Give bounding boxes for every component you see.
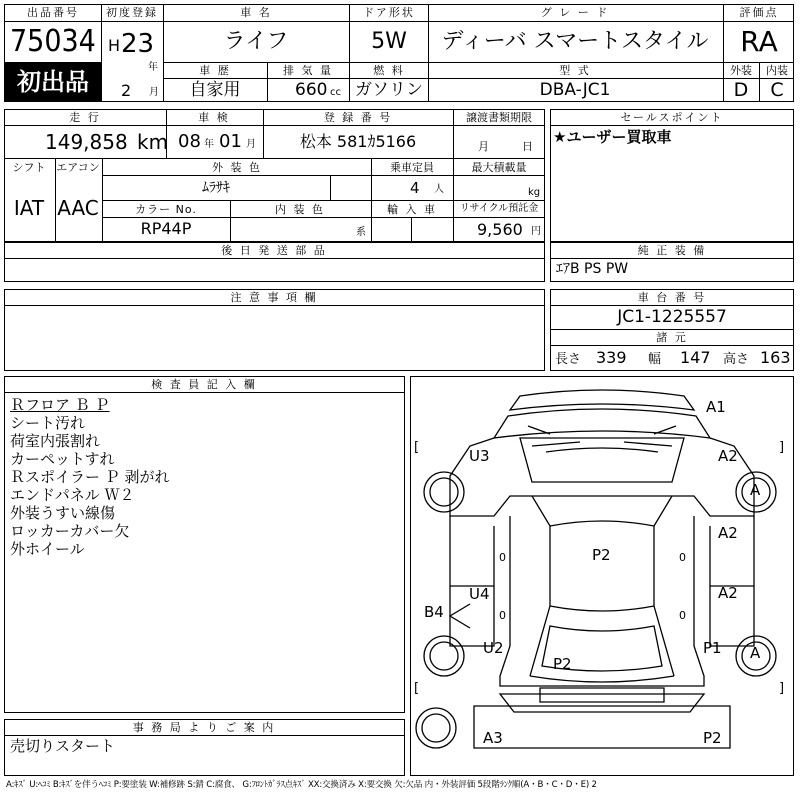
inspection-year: 08 [178, 131, 201, 152]
inspector-note: 外装うすい線傷 [10, 504, 116, 522]
recycle-deposit: 9,560 [477, 220, 523, 239]
door-label: ドア形状 [363, 6, 415, 19]
zero-right-front: 0 [679, 551, 686, 564]
inspector-note: シート汚れ [10, 414, 86, 432]
first-registration-label: 初度登録 [106, 6, 158, 19]
office-note: 売切りスタート [10, 737, 116, 755]
grade-label: グ レ ー ド [540, 6, 610, 19]
damage-a1: A1 [706, 398, 726, 416]
sales-point-label: セールスポイント [620, 111, 724, 124]
exterior-color-label: 外 装 色 [212, 161, 262, 174]
length: 339 [596, 348, 627, 367]
bracket-left-top: [ [414, 440, 420, 455]
zero-left-rear: 0 [499, 609, 506, 622]
damage-u2: U2 [483, 639, 504, 657]
damage-b4: B4 [424, 603, 444, 621]
inspection-month: 01 [219, 131, 242, 152]
genuine-equipment-label: 純 正 装 備 [637, 244, 707, 257]
displacement: 660 [295, 80, 328, 100]
damage-a-right-rear: A [750, 644, 761, 662]
transfer-deadline-label: 譲渡書類期限 [466, 111, 532, 124]
inspector-note: エンドパネル Ｗ２ [10, 486, 135, 504]
shift-label: シフト [12, 161, 46, 174]
type-label: 型 式 [559, 64, 591, 77]
length-label: 長さ [555, 352, 582, 367]
mileage-unit: km [137, 130, 169, 154]
model-type: DBA-JC1 [539, 80, 611, 100]
damage-a3: A3 [483, 729, 503, 747]
chassis-number: JC1-1225557 [617, 307, 727, 327]
height-label: 高さ [723, 352, 750, 367]
grade: ディーバ スマートスタイル [441, 29, 709, 54]
year-unit: 年 [148, 62, 158, 73]
inspection-month-unit: 月 [246, 139, 256, 150]
interior-label: 内装 [766, 64, 788, 77]
width: 147 [680, 348, 711, 367]
damage-p1: P1 [703, 639, 722, 657]
width-label: 幅 [648, 352, 662, 367]
first-listing-text: 初出品 [17, 68, 89, 96]
inspection-label: 車 検 [198, 111, 230, 124]
fuel-label: 燃 料 [373, 64, 405, 77]
color-number-label: カラー No. [135, 203, 197, 216]
damage-a2-low: A2 [718, 584, 738, 602]
bracket-left-bottom: [ [414, 681, 420, 696]
inspector-note: Ｒフロア Ｂ Ｐ [10, 396, 110, 414]
interior-rating: C [770, 79, 784, 101]
air-conditioner: AAC [57, 196, 99, 220]
interior-color-label: 内 装 色 [275, 203, 325, 216]
inspector-note: Ｒスポイラー Ｐ 剥がれ [10, 468, 170, 486]
score-label: 評価点 [739, 6, 779, 19]
vehicle-history: 自家用 [189, 80, 241, 100]
registration-number: 松本 581ｶ5166 [299, 132, 417, 151]
inspector-label: 検 査 員 記 入 欄 [151, 378, 257, 391]
exterior-color: ﾑﾗｻｷ [202, 180, 230, 196]
capacity-unit: 人 [434, 184, 444, 195]
transfer-month-unit: 月 [478, 140, 489, 153]
import-label: 輸 入 車 [387, 203, 437, 216]
ac-label: エアコン [56, 161, 100, 174]
genuine-equipment: ｴｱB PS PW [556, 261, 629, 277]
mileage-label: 走 行 [69, 111, 101, 124]
damage-p2-rear: P2 [553, 655, 572, 673]
max-load-label: 最大積載量 [471, 161, 527, 174]
interior-color-unit: 系 [356, 227, 366, 238]
registration-month: 2 [121, 81, 132, 100]
era: H [108, 36, 121, 55]
max-load-unit: kg [528, 187, 541, 198]
inspector-notes [10, 396, 170, 558]
damage-p2-bottom: P2 [703, 729, 722, 747]
inspector-note: 荷室内張割れ [10, 432, 101, 450]
displacement-unit: cc [330, 87, 341, 98]
damage-p2-center: P2 [592, 546, 611, 564]
shift: IAT [13, 196, 45, 220]
model-name: ライフ [223, 29, 289, 54]
inspection-year-unit: 年 [204, 139, 214, 150]
capacity-label: 乗車定員 [390, 161, 434, 174]
capacity: 4 [410, 179, 420, 197]
zero-right-rear: 0 [679, 609, 686, 622]
specs-label: 諸 元 [656, 331, 688, 344]
legend: A:ｷｽﾞ U:ﾍｺﾐ B:ｷｽﾞを伴うﾍｺﾐ P:要塗装 W:補修跡 S:錆 C:腐食、 G:ﾌﾛﾝﾄｶﾞﾗｽ点ｷｽﾞ XX:交換済み X:要交換 欠:欠品 内・外装評価 5段階ﾗﾝｸ順(A・B・C・D・E) 2 [6, 780, 597, 790]
transfer-day-unit: 日 [522, 140, 533, 153]
office-label: 事 務 局 よ り ご 案 内 [132, 721, 276, 734]
inspector-note: ロッカーカバー欠 [10, 522, 130, 540]
inspector-note: カーペットすれ [10, 450, 115, 468]
inspector-note: 外ホイール [10, 540, 85, 558]
chassis-number-label: 車 台 番 号 [637, 291, 707, 304]
lot-number: 75034 [10, 24, 96, 59]
damage-a2-mid: A2 [718, 524, 738, 542]
notes-label: 注 意 事 項 欄 [230, 291, 318, 304]
damage-a-right-front: A [750, 481, 761, 499]
recycle-unit: 円 [531, 226, 541, 237]
damage-u4: U4 [469, 585, 490, 603]
displacement-label: 排 気 量 [283, 64, 333, 77]
bracket-right-top: ] [779, 440, 785, 455]
door-type: 5W [371, 29, 407, 54]
color-number: RP44P [140, 219, 192, 238]
sales-point: ★ユーザー買取車 [553, 128, 672, 146]
month-unit: 月 [149, 87, 159, 98]
exterior-label: 外装 [730, 64, 752, 77]
registration-number-label: 登 録 番 号 [323, 111, 393, 124]
registration-year: 23 [121, 29, 155, 59]
recycle-deposit-label: リサイクル預託金 [459, 203, 539, 214]
zero-left-front: 0 [499, 551, 506, 564]
damage-a2-top: A2 [718, 447, 738, 465]
bracket-right-bottom: ] [779, 681, 785, 696]
exterior-rating: D [733, 79, 749, 101]
height: 163 [760, 348, 791, 367]
evaluation-score: RA [740, 25, 778, 58]
history-label: 車 歴 [199, 64, 231, 77]
fuel-type: ガソリン [355, 80, 423, 100]
mileage: 149,858 [45, 130, 128, 154]
later-parts-label: 後 日 発 送 部 品 [221, 244, 327, 257]
lot-number-label: 出品番号 [27, 6, 79, 19]
car-diagram [410, 376, 794, 776]
damage-u3: U3 [469, 447, 490, 465]
model-name-label: 車 名 [240, 6, 272, 19]
